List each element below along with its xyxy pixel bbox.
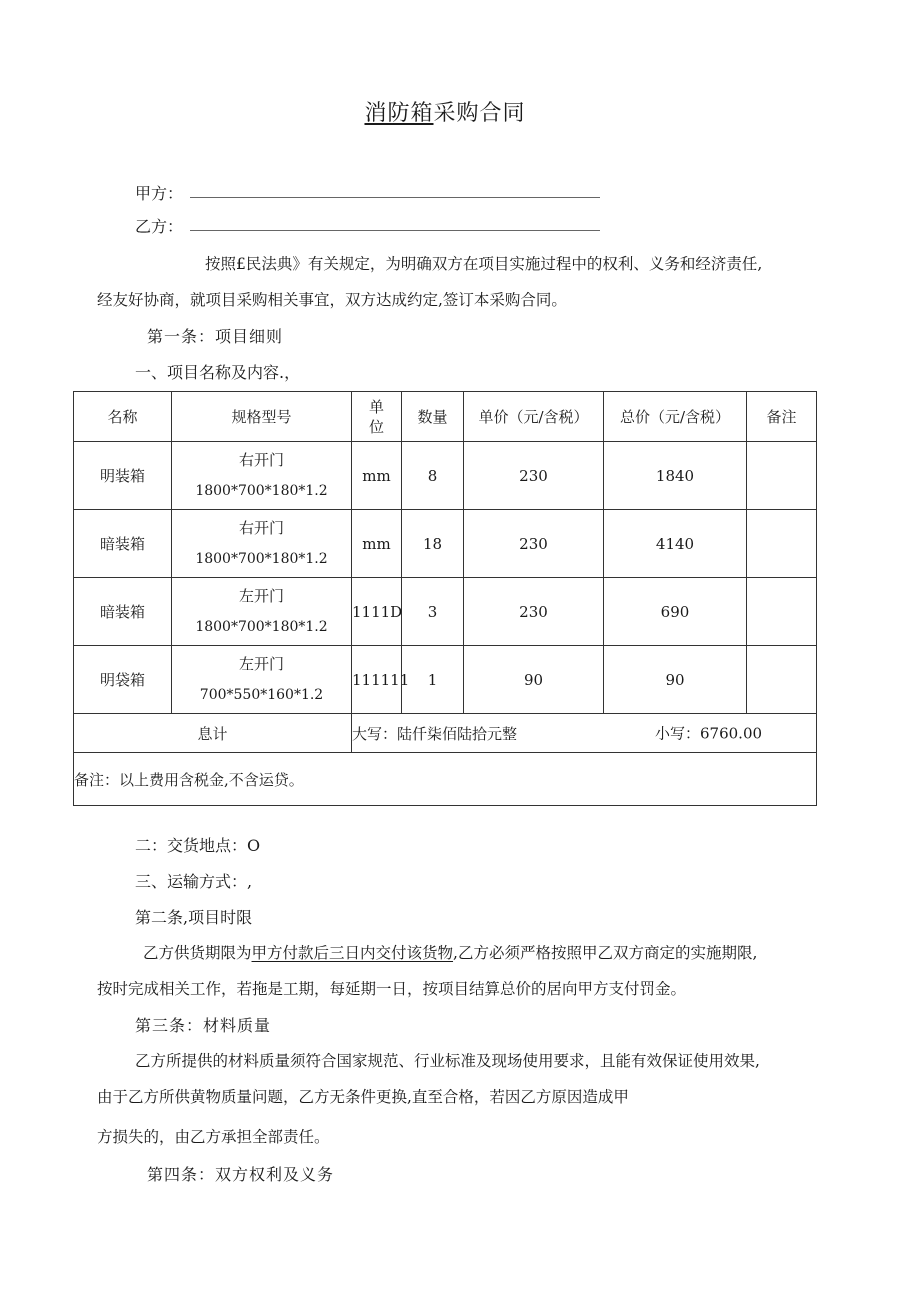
article-2-line-2: 按时完成相关工作，若拖是工期，每延期一日，按项目结算总价的居向甲方支付罚金。 [97, 980, 687, 998]
header-name: 名称 [74, 392, 172, 442]
row-spec-door: 左开门 [238, 654, 284, 673]
title-underlined-part: 消防箱 [364, 101, 434, 126]
row-spec-size: 700*550*160*1.2 [199, 686, 324, 703]
header-spec: 规格型号 [172, 392, 352, 442]
table-sum-row [74, 714, 817, 753]
sum-label: 息计 [74, 714, 352, 753]
title-rest: 采购合同 [433, 101, 526, 126]
row-spec-size: 1800*700*180*1.2 [195, 482, 328, 499]
header-unit: 单 位 [352, 392, 402, 442]
sum-lower: 小写：6760.00 [655, 724, 763, 743]
row-note [747, 646, 817, 714]
row-unit: 1111D [352, 578, 402, 646]
intro-line-2: 经友好协商，就项目采购相关事宜，双方达成约定,签订本采购合同。 [97, 291, 567, 309]
row-total: 690 [604, 578, 747, 646]
row-unit: 111111 [352, 646, 402, 714]
row-qty: 18 [402, 510, 464, 578]
party-a-blank[interactable] [190, 197, 600, 198]
row-qty: 8 [402, 442, 464, 510]
row-name: 明袋箱 [74, 646, 172, 714]
row-spec-door: 左开门 [238, 586, 284, 605]
table-remark-row [74, 753, 817, 806]
row-name: 明装箱 [74, 442, 172, 510]
party-a-label: 甲方： [135, 184, 184, 203]
items-table [73, 391, 817, 806]
header-price: 单价（元/含税） [464, 392, 604, 442]
table-header-row [74, 392, 817, 442]
article-2-line-1 [143, 941, 757, 963]
row-note [747, 442, 817, 510]
row-qty: 1 [402, 646, 464, 714]
row-spec-door: 右开门 [238, 450, 284, 469]
header-qty: 数量 [402, 392, 464, 442]
sum-values [352, 714, 817, 753]
row-name: 暗装箱 [74, 578, 172, 646]
article-4-heading: 第四条：双方权利及义务 [147, 1165, 335, 1184]
row-price: 230 [464, 578, 604, 646]
row-spec [172, 646, 352, 714]
article-2-deadline: 甲方付款后三日内交付该货物 [251, 944, 454, 962]
row-qty: 3 [402, 578, 464, 646]
article-3-heading: 第三条：材料质量 [135, 1016, 272, 1035]
row-spec [172, 578, 352, 646]
delivery-location: 二：交货地点：O [135, 836, 261, 855]
article-1-subheading: 一、项目名称及内容.， [135, 363, 301, 382]
row-note [747, 578, 817, 646]
article-2-post: ,乙方必须严格按照甲乙双方商定的实施期限, [453, 944, 758, 962]
row-spec-size: 1800*700*180*1.2 [195, 618, 328, 635]
row-price: 90 [464, 646, 604, 714]
article-2-pre: 乙方供货期限为 [143, 944, 252, 962]
article-1-heading: 第一条：项目细则 [147, 327, 284, 346]
row-unit: mm [352, 510, 402, 578]
header-total: 总价（元/含税） [604, 392, 747, 442]
party-b-label: 乙方： [135, 217, 184, 236]
article-3-line-2: 由于乙方所供黄物质量问题，乙方无条件更换,直至合格，若因乙方原因造成甲 [97, 1088, 629, 1106]
row-price: 230 [464, 442, 604, 510]
transport-method: 三、运输方式：, [135, 872, 253, 891]
row-spec-size: 1800*700*180*1.2 [195, 550, 328, 567]
row-spec [172, 442, 352, 510]
header-note: 备注 [747, 392, 817, 442]
table-row [74, 510, 817, 578]
table-row [74, 578, 817, 646]
row-price: 230 [464, 510, 604, 578]
sum-upper: 大写：陆仟柒佰陆拾元整 [352, 724, 518, 743]
article-3-line-1: 乙方所提供的材料质量须符合国家规范、行业标准及现场使用要求，且能有效保证使用效果, [135, 1052, 760, 1070]
row-total: 4140 [604, 510, 747, 578]
row-spec [172, 510, 352, 578]
document-title [0, 96, 890, 127]
party-b-blank[interactable] [190, 230, 600, 231]
remark-text: 备注：以上费用含税金,不含运贷。 [74, 753, 817, 806]
table-row [74, 442, 817, 510]
row-total: 1840 [604, 442, 747, 510]
article-2-heading: 第二条,项目时限 [135, 908, 253, 927]
row-total: 90 [604, 646, 747, 714]
article-3-line-3: 方损失的，由乙方承担全部责任。 [97, 1128, 330, 1146]
row-note [747, 510, 817, 578]
row-name: 暗装箱 [74, 510, 172, 578]
row-unit: mm [352, 442, 402, 510]
table-row [74, 646, 817, 714]
row-spec-door: 右开门 [238, 518, 284, 537]
intro-line-1: 按照£民法典》有关规定，为明确双方在项目实施过程中的权利、义务和经济责任, [205, 255, 763, 273]
